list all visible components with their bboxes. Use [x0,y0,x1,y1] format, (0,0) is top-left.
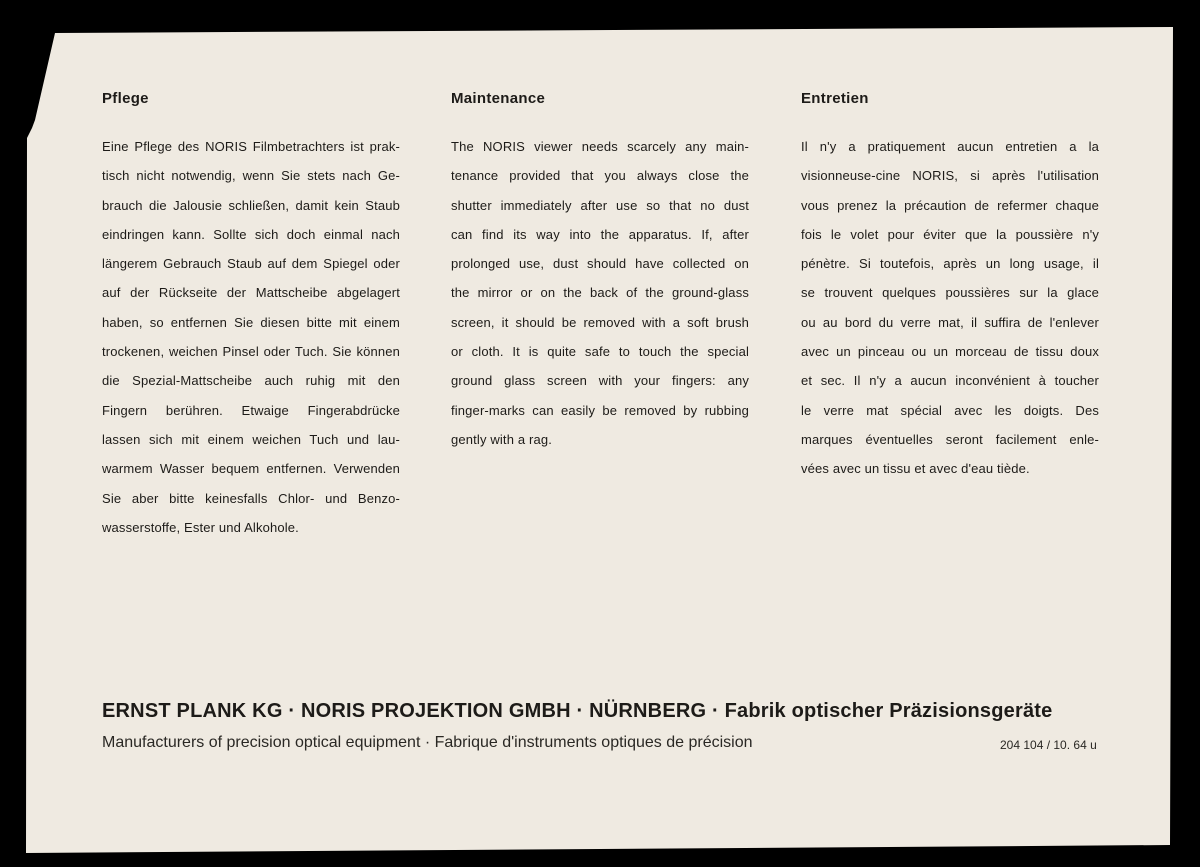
text-line: The NORIS viewer needs scarcely any main- [451,139,749,154]
text-line: auf der Rückseite der Mattscheibe abgelagert [102,285,400,301]
german-body [102,132,400,542]
text-line: lassen sich mit einem weichen Tuch und lau- [102,431,400,447]
text-line: ou au bord du verre mat, il suffira de l'enlever [801,314,1099,330]
text-line: längerem Gebrauch Staub auf dem Spiegel oder [102,256,400,272]
text-line: tisch nicht notwendig, wenn Sie stets nach Ge- [102,168,400,184]
text-line: et sec. Il n'y a aucun inconvénient à toucher [801,373,1099,389]
text-line: die Spezial-Mattscheibe auch ruhig mit den [102,373,400,389]
text-line: vous prenez la précaution de refermer chaque [801,197,1099,213]
text-line: le verre mat spécial avec les doigts. Des [801,402,1099,418]
text-line: vées avec un tissu et avec d'eau tiède. [801,461,1030,477]
text-line: marques éventuelles seront facilement enle- [801,431,1099,447]
text-line: avec un pinceau ou un morceau de tissu doux [801,344,1099,360]
french-body [801,132,1099,484]
text-line: tenance provided that you always close the [451,168,749,184]
text-line: trockenen, weichen Pinsel oder Tuch. Sie können [102,344,400,360]
text-line: visionneuse-cine NORIS, si après l'utilisation [801,168,1099,184]
text-line: se trouvent quelques poussières sur la glace [801,285,1099,301]
text-line: ground glass screen with your fingers: any [451,373,749,389]
text-line: Sie aber bitte keinesfalls Chlor- und Benzo- [102,490,400,506]
text-line: Fingern berühren. Etwaige Fingerabdrücke [102,402,400,418]
text-line: or cloth. It is quite safe to touch the special [451,344,749,360]
german-heading: Pflege [102,90,149,107]
english-body [451,132,749,454]
french-section [801,90,1099,484]
print-code: 204 104 / 10. 64 u [1000,738,1097,752]
text-line: pénètre. Si toutefois, après un long usage, il [801,256,1099,272]
text-line: wasserstoffe, Ester und Alkohole. [102,519,299,535]
text-line: can find its way into the apparatus. If, after [451,226,749,242]
text-line: warmem Wasser bequem entfernen. Verwenden [102,461,400,477]
english-section [451,90,749,454]
text-line: prolonged use, dust should have collected on [451,256,749,272]
text-line: brauch die Jalousie schließen, damit kein Staub [102,197,400,213]
text-line: gently with a rag. [451,431,552,447]
french-heading: Entretien [801,90,869,107]
text-line: shutter immediately after use so that no dust [451,197,749,213]
company-line: ERNST PLANK KG · NORIS PROJEKTION GMBH · NÜRNBERG · Fabrik optischer Präzisionsgeräte [102,700,1053,722]
text-line: the mirror or on the back of the ground-glass [451,285,749,301]
text-line: haben, so entfernen Sie diesen bitte mit einem [102,314,400,330]
english-heading: Maintenance [451,90,546,107]
tagline: Manufacturers of precision optical equipment · Fabrique d'instruments optiques de précision [102,734,753,751]
german-section [102,90,400,542]
text-line: Il n'y a pratiquement aucun entretien a la [801,139,1099,154]
text-line: Eine Pflege des NORIS Filmbetrachters ist prak- [102,139,400,154]
text-line: finger-marks can easily be removed by rubbing [451,402,749,418]
text-line: fois le volet pour éviter que la poussière n'y [801,226,1099,242]
text-line: screen, it should be removed with a soft brush [451,314,749,330]
text-line: eindringen kann. Sollte sich doch einmal nach [102,226,400,242]
